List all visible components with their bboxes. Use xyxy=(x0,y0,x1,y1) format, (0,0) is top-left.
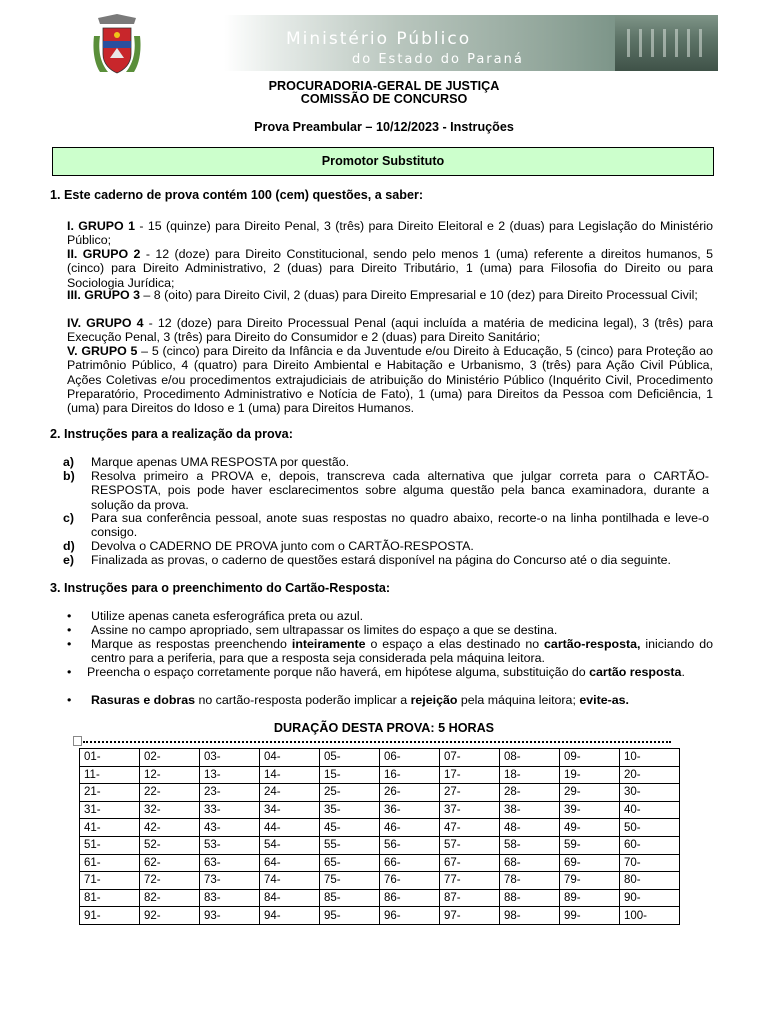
answer-cell: 22- xyxy=(140,784,200,802)
answer-cell: 60- xyxy=(620,836,680,854)
answer-cell: 43- xyxy=(200,819,260,837)
answer-cell: 100- xyxy=(620,907,680,925)
answer-cell: 20- xyxy=(620,766,680,784)
answer-cell: 87- xyxy=(440,889,500,907)
table-row xyxy=(80,907,680,925)
group-text: - 15 (quinze) para Direito Penal, 3 (três) para Direito Eleitoral e 2 (duas) para Legislação do Ministério Público; xyxy=(67,219,713,248)
answer-cell: 11- xyxy=(80,766,140,784)
group-3 xyxy=(67,288,713,302)
answer-cell: 76- xyxy=(380,872,440,890)
item-text: Devolva o CADERNO DE PROVA junto com o CARTÃO-RESPOSTA. xyxy=(91,539,474,553)
bullet-text: Marque as respostas preenchendo inteiramente o espaço a elas destinado no cartão-resposta, iniciando do centro para a periferia, para que a resposta seja considerada pela máquina leitora. xyxy=(91,637,713,666)
answer-cell: 31- xyxy=(80,801,140,819)
answer-cell: 07- xyxy=(440,749,500,767)
answer-cell: 08- xyxy=(500,749,560,767)
item-label: e) xyxy=(63,553,75,567)
item-label: c) xyxy=(63,511,75,525)
answer-cell: 34- xyxy=(260,801,320,819)
answer-cell: 52- xyxy=(140,836,200,854)
exam-duration: DURAÇÃO DESTA PROVA: 5 HORAS xyxy=(273,721,495,735)
answer-cell: 48- xyxy=(500,819,560,837)
answer-cell: 10- xyxy=(620,749,680,767)
answer-cell: 30- xyxy=(620,784,680,802)
answer-cell: 46- xyxy=(380,819,440,837)
table-row xyxy=(80,819,680,837)
table-row xyxy=(80,836,680,854)
group-1 xyxy=(67,219,713,248)
answer-cell: 64- xyxy=(260,854,320,872)
answer-cell: 99- xyxy=(560,907,620,925)
answer-cell: 74- xyxy=(260,872,320,890)
table-row xyxy=(80,749,680,767)
banner-subtitle: do Estado do Paraná xyxy=(352,52,524,67)
bullet-text: Rasuras e dobras no cartão-resposta poderão implicar a rejeição pela máquina leitora; evite-as. xyxy=(91,693,629,707)
bullet-icon: • xyxy=(67,665,72,679)
scissors-icon xyxy=(73,736,82,746)
answer-cell: 63- xyxy=(200,854,260,872)
banner-title: Ministério Público xyxy=(286,29,472,49)
answer-cell: 25- xyxy=(320,784,380,802)
item-text: Para sua conferência pessoal, anote suas respostas no quadro abaixo, recorte-o na linha pontilhada e leve-o consigo. xyxy=(91,511,709,540)
bullet-icon: • xyxy=(67,609,72,623)
item-label: a) xyxy=(63,455,75,469)
answer-cell: 36- xyxy=(380,801,440,819)
bullet-text: Preencha o espaço corretamente porque não haverá, em hipótese alguma, substituição do cartão resposta. xyxy=(87,665,685,679)
answer-cell: 75- xyxy=(320,872,380,890)
answer-cell: 47- xyxy=(440,819,500,837)
answer-cell: 15- xyxy=(320,766,380,784)
dotted-line xyxy=(83,741,671,743)
table-row xyxy=(80,766,680,784)
answer-cell: 09- xyxy=(560,749,620,767)
answer-cell: 41- xyxy=(80,819,140,837)
group-text: - 12 (doze) para Direito Constitucional, sendo pelo menos 1 (uma) referente a direitos humanos, 5 (cinco) para Direito Administrativo, 2 (duas) para Direito Tributário, 1 (uma) para Filosofia do Direito ou para Sociologia Jurídica; xyxy=(67,247,714,290)
answer-cell: 05- xyxy=(320,749,380,767)
group-label: I. GRUPO 1 xyxy=(67,219,135,233)
position-title: Promotor Substituto xyxy=(52,147,714,176)
building-photo xyxy=(615,15,718,71)
answer-cell: 51- xyxy=(80,836,140,854)
answer-cell: 62- xyxy=(140,854,200,872)
table-row xyxy=(80,889,680,907)
answer-cell: 79- xyxy=(560,872,620,890)
group-4 xyxy=(67,316,713,345)
answer-cell: 18- xyxy=(500,766,560,784)
answer-cell: 77- xyxy=(440,872,500,890)
org-line-1: PROCURADORIA-GERAL DE JUSTIÇA xyxy=(268,79,500,93)
group-text: - 12 (doze) para Direito Processual Penal (aqui incluída a matéria de medicina legal), 3 (três) para Execução Penal, 3 (três) para Direito do Consumidor e 2 (duas) para Direito Sanitário; xyxy=(67,316,713,345)
answer-cell: 27- xyxy=(440,784,500,802)
bullet-icon: • xyxy=(67,637,72,651)
answer-cell: 71- xyxy=(80,872,140,890)
answer-cell: 17- xyxy=(440,766,500,784)
answer-cell: 35- xyxy=(320,801,380,819)
answer-cell: 50- xyxy=(620,819,680,837)
answer-cell: 91- xyxy=(80,907,140,925)
answer-cell: 23- xyxy=(200,784,260,802)
answer-cell: 44- xyxy=(260,819,320,837)
bullet-icon: • xyxy=(67,693,72,707)
group-label: III. GRUPO 3 xyxy=(67,288,140,302)
cut-line xyxy=(73,736,673,746)
bullet-text: Utilize apenas caneta esferográfica preta ou azul. xyxy=(91,609,364,623)
group-label: V. GRUPO 5 xyxy=(67,344,138,358)
table-row xyxy=(80,784,680,802)
section2-heading: 2. Instruções para a realização da prova: xyxy=(50,427,293,441)
item-label: d) xyxy=(63,539,75,553)
answer-cell: 98- xyxy=(500,907,560,925)
answer-cell: 38- xyxy=(500,801,560,819)
answer-cell: 86- xyxy=(380,889,440,907)
answer-cell: 66- xyxy=(380,854,440,872)
answer-cell: 80- xyxy=(620,872,680,890)
answer-cell: 92- xyxy=(140,907,200,925)
answer-cell: 14- xyxy=(260,766,320,784)
answer-cell: 02- xyxy=(140,749,200,767)
group-label: IV. GRUPO 4 xyxy=(67,316,144,330)
answer-cell: 29- xyxy=(560,784,620,802)
answer-cell: 65- xyxy=(320,854,380,872)
answer-cell: 94- xyxy=(260,907,320,925)
item-text: Finalizada as provas, o caderno de questões estará disponível na página do Concurso até o dia seguinte. xyxy=(91,553,671,567)
answer-cell: 72- xyxy=(140,872,200,890)
answer-cell: 56- xyxy=(380,836,440,854)
answer-cell: 49- xyxy=(560,819,620,837)
answer-cell: 57- xyxy=(440,836,500,854)
answer-cell: 19- xyxy=(560,766,620,784)
answer-cell: 40- xyxy=(620,801,680,819)
exam-title: Prova Preambular – 10/12/2023 - Instruções xyxy=(254,120,514,134)
table-row xyxy=(80,872,680,890)
org-line-2: COMISSÃO DE CONCURSO xyxy=(300,92,468,106)
answer-cell: 81- xyxy=(80,889,140,907)
group-5 xyxy=(67,344,713,415)
answer-cell: 88- xyxy=(500,889,560,907)
answer-cell: 78- xyxy=(500,872,560,890)
answer-cell: 13- xyxy=(200,766,260,784)
section1-heading: 1. Este caderno de prova contém 100 (cem) questões, a saber: xyxy=(50,188,424,202)
item-text: Marque apenas UMA RESPOSTA por questão. xyxy=(91,455,350,469)
answer-cell: 96- xyxy=(380,907,440,925)
answer-cell: 73- xyxy=(200,872,260,890)
answer-cell: 83- xyxy=(200,889,260,907)
answer-cell: 68- xyxy=(500,854,560,872)
answer-cell: 42- xyxy=(140,819,200,837)
group-label: II. GRUPO 2 xyxy=(67,247,141,261)
answer-grid xyxy=(79,748,680,925)
answer-cell: 01- xyxy=(80,749,140,767)
answer-cell: 58- xyxy=(500,836,560,854)
answer-cell: 67- xyxy=(440,854,500,872)
answer-cell: 33- xyxy=(200,801,260,819)
answer-cell: 90- xyxy=(620,889,680,907)
group-2 xyxy=(67,247,713,290)
answer-cell: 55- xyxy=(320,836,380,854)
answer-cell: 61- xyxy=(80,854,140,872)
answer-cell: 59- xyxy=(560,836,620,854)
answer-cell: 89- xyxy=(560,889,620,907)
answer-cell: 24- xyxy=(260,784,320,802)
parana-crest-icon xyxy=(90,14,144,76)
answer-cell: 93- xyxy=(200,907,260,925)
answer-cell: 70- xyxy=(620,854,680,872)
answer-cell: 97- xyxy=(440,907,500,925)
item-text: Resolva primeiro a PROVA e, depois, transcreva cada alternativa que julgar correta para o CARTÃO-RESPOSTA, pois pode haver esclarecimentos sobre alguma questão pela banca examinadora, durante a solução da prova. xyxy=(91,469,709,512)
answer-cell: 12- xyxy=(140,766,200,784)
bullet-text: Assine no campo apropriado, sem ultrapassar os limites do espaço a que se destina. xyxy=(91,623,558,637)
answer-cell: 28- xyxy=(500,784,560,802)
table-row xyxy=(80,854,680,872)
answer-cell: 82- xyxy=(140,889,200,907)
group-text: – 8 (oito) para Direito Civil, 2 (duas) para Direito Empresarial e 10 (dez) para Direito Processual Civil; xyxy=(139,288,698,302)
answer-cell: 84- xyxy=(260,889,320,907)
answer-cell: 45- xyxy=(320,819,380,837)
answer-cell: 39- xyxy=(560,801,620,819)
answer-cell: 95- xyxy=(320,907,380,925)
answer-cell: 16- xyxy=(380,766,440,784)
answer-cell: 32- xyxy=(140,801,200,819)
answer-cell: 26- xyxy=(380,784,440,802)
answer-cell: 53- xyxy=(200,836,260,854)
answer-cell: 06- xyxy=(380,749,440,767)
table-row xyxy=(80,801,680,819)
bullet-icon: • xyxy=(67,623,72,637)
answer-cell: 85- xyxy=(320,889,380,907)
answer-cell: 69- xyxy=(560,854,620,872)
answer-cell: 21- xyxy=(80,784,140,802)
item-label: b) xyxy=(63,469,75,483)
answer-cell: 03- xyxy=(200,749,260,767)
answer-cell: 54- xyxy=(260,836,320,854)
group-text: – 5 (cinco) para Direito da Infância e da Juventude e/ou Direito à Educação, 5 (cinco) para Proteção ao Patrimônio Público, 4 (quatro) para Direito Ambiental e Habitação e Urbanismo, 3 (três) para Ação Civil Pública, Ações Coletivas e/ou procedimentos extrajudiciais de atribuição do Ministério Público (Inquérito Civil, Procedimento Preparatório, Procedimento Administrativo e Notícia de Fato), 1 (uma) para Direitos da Pessoa com Deficiência, 1 (uma) para Direitos do Idoso e 1 (uma) para Direitos Humanos. xyxy=(67,344,714,416)
answer-cell: 37- xyxy=(440,801,500,819)
answer-cell: 04- xyxy=(260,749,320,767)
section3-heading: 3. Instruções para o preenchimento do Cartão-Resposta: xyxy=(50,581,391,595)
